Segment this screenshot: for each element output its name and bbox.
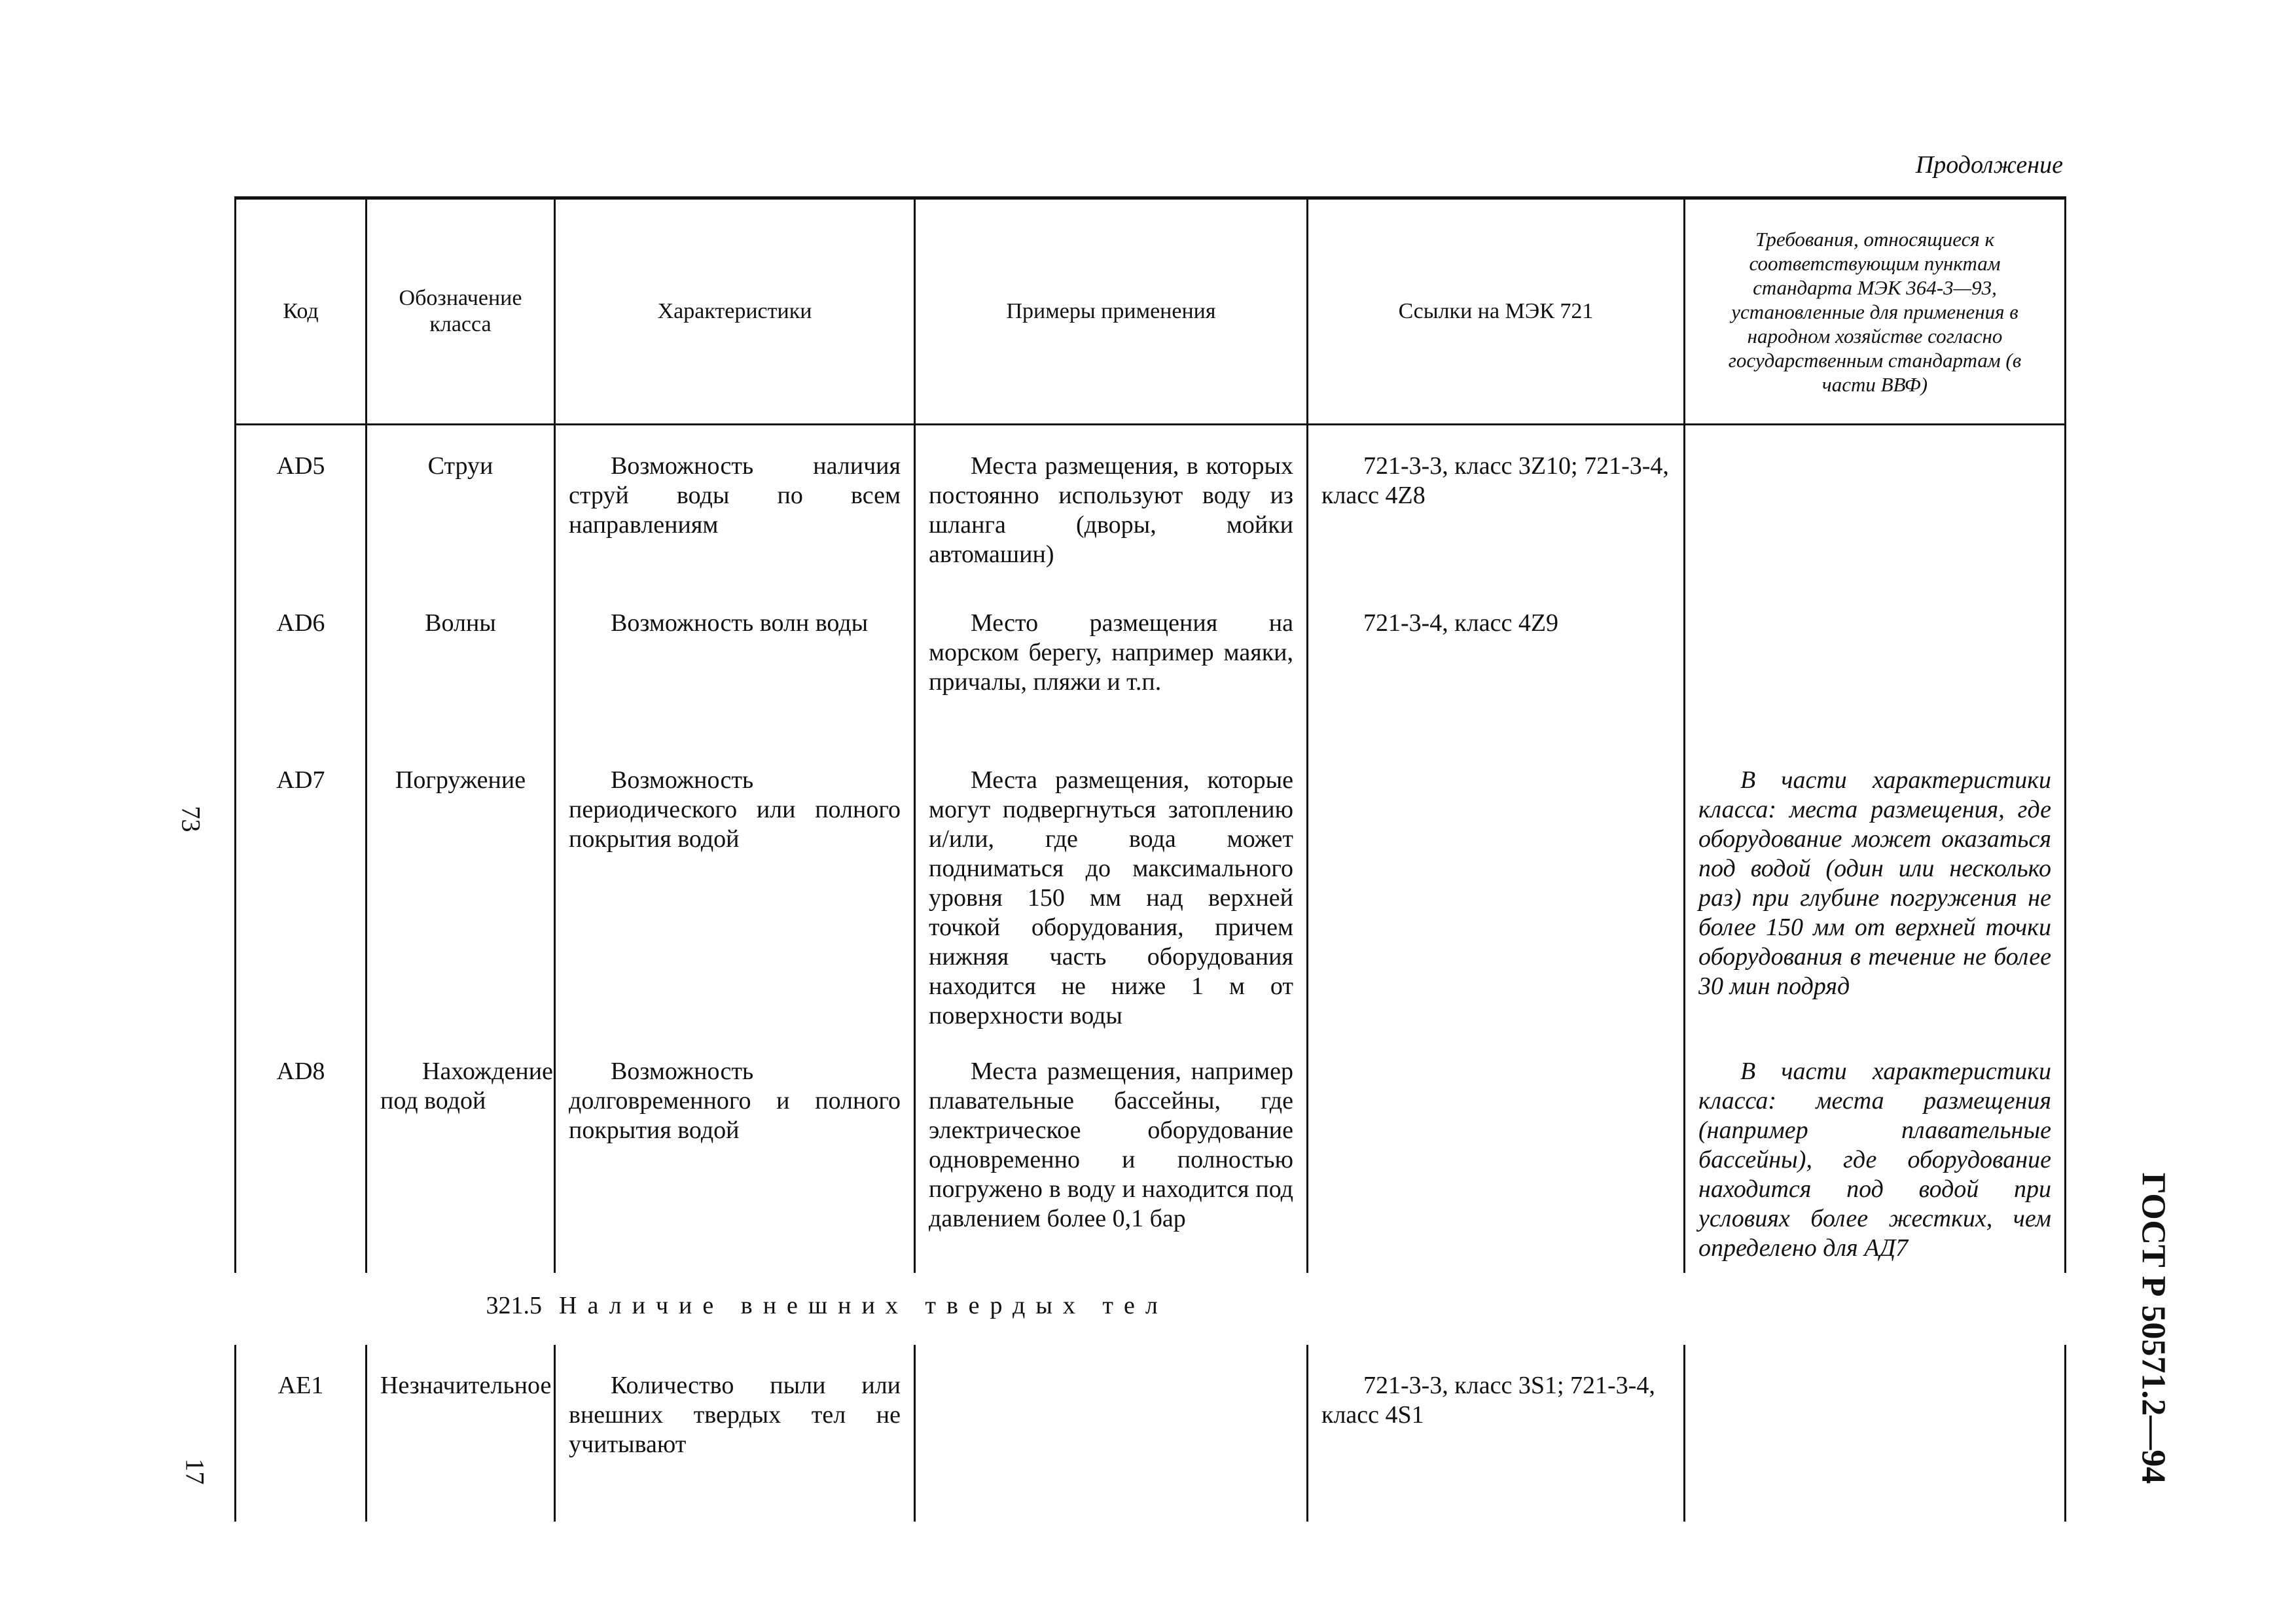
table-row (236, 425, 2066, 583)
row-code: AD6 (236, 582, 367, 740)
row-refs: 721-3-3, класс 3Z10; 721-3-4, класс 4Z8 (1308, 425, 1685, 583)
header-characteristics: Характеристики (555, 198, 915, 425)
section-number: 321.5 (486, 1291, 542, 1319)
table-row (236, 582, 2066, 740)
section-title: Наличие внешних твердых тел (559, 1291, 1168, 1319)
row-characteristics: Возможность периодического или полного покрытия водой (555, 740, 915, 1031)
row-class: Струи (367, 425, 555, 583)
row-example: Места размещения, например плавательные бассейны, где электрическое оборудование одновременно и полностью погружено в воду и находится под давлением более 0,1 бар (915, 1031, 1308, 1273)
row-requirements (1685, 425, 2066, 583)
row-code: AE1 (236, 1345, 367, 1522)
row-code: AD8 (236, 1031, 367, 1273)
row-characteristics: Количество пыли или внешних твердых тел не учитывают (555, 1345, 915, 1522)
row-code: AD7 (236, 740, 367, 1031)
header-row (236, 198, 2066, 425)
table-row (236, 1345, 2066, 1522)
header-requirements: Требования, относящиеся к соответствующим пунктам стандарта МЭК 364-3—93, установленные для применения в народном хозяйстве согласно государственным стандартам (в части ВВФ) (1685, 198, 2066, 425)
row-characteristics: Возможность долговременного и полного покрытия водой (555, 1031, 915, 1273)
row-refs (1308, 740, 1685, 1031)
section-row (236, 1273, 2066, 1345)
row-requirements: В части характеристики класса: места размещения, где оборудование может оказаться под водой (один или несколько раз) при глубине погружения не более 150 мм от верхней точки оборудования в течение не более 30 мин подряд (1685, 740, 2066, 1031)
table-row (236, 1031, 2066, 1273)
classification-table (234, 196, 2066, 1522)
row-requirements (1685, 582, 2066, 740)
page-number-17: 17 (180, 1458, 210, 1485)
row-requirements (1685, 1345, 2066, 1522)
document-id: ГОСТ Р 50571.2—94 (2134, 1172, 2172, 1484)
row-code: AD5 (236, 425, 367, 583)
header-code: Код (236, 198, 367, 425)
row-example: Место размещения на морском берегу, например маяки, причалы, пляжи и т.п. (915, 582, 1308, 740)
row-requirements: В части характеристики класса: места размещения (например плавательные бассейны), где оборудование находится под водой при условиях более жестких, чем определено для АД7 (1685, 1031, 2066, 1273)
row-refs: 721-3-4, класс 4Z9 (1308, 582, 1685, 740)
row-example (915, 1345, 1308, 1522)
row-characteristics: Возможность наличия струй воды по всем направлениям (555, 425, 915, 583)
header-iec-refs: Ссылки на МЭК 721 (1308, 198, 1685, 425)
row-example: Места размещения, в которых постоянно используют воду из шланга (дворы, мойки автомашин) (915, 425, 1308, 583)
row-class: Нахождение под водой (367, 1031, 555, 1273)
header-examples: Примеры применения (915, 198, 1308, 425)
header-class: Обозначение класса (367, 198, 555, 425)
row-class: Волны (367, 582, 555, 740)
table-row (236, 740, 2066, 1031)
continuation-label: Продолжение (1915, 151, 2063, 179)
row-class: Незначительное (367, 1345, 555, 1522)
row-refs (1308, 1031, 1685, 1273)
page-number-73: 73 (176, 806, 206, 832)
section-heading (236, 1273, 2066, 1345)
row-class: Погружение (367, 740, 555, 1031)
row-example: Места размещения, которые могут подвергнуться затоплению и/или, где вода может подниматься до максимального уровня 150 мм над верхней точкой оборудования, причем нижняя часть оборудования находится не ниже 1 м от поверхности воды (915, 740, 1308, 1031)
row-refs: 721-3-3, класс 3S1; 721-3-4, класс 4S1 (1308, 1345, 1685, 1522)
row-characteristics: Возможность волн воды (555, 582, 915, 740)
